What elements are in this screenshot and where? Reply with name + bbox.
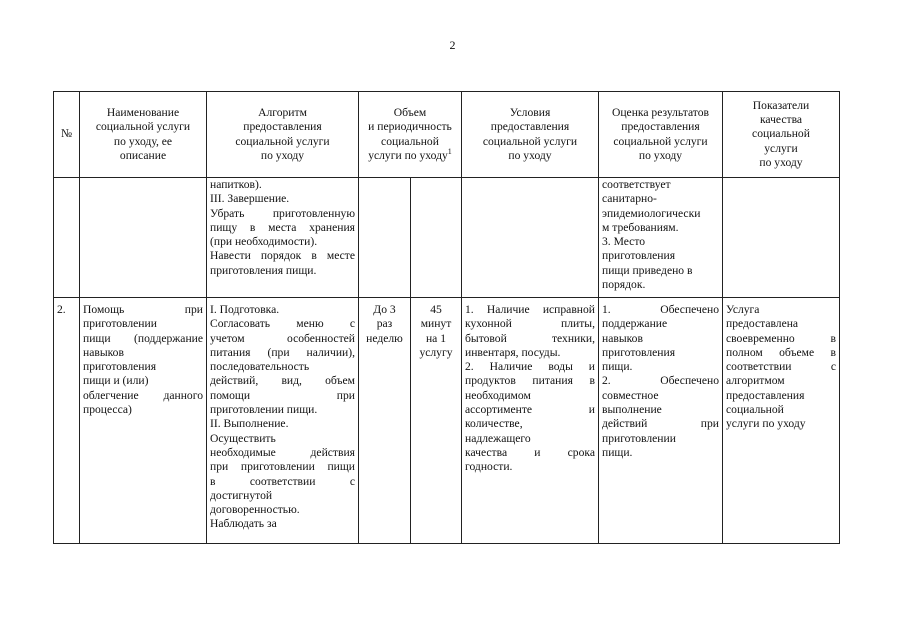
table-row <box>54 178 840 298</box>
text-line: Показатели <box>752 98 810 112</box>
text-line: процесса) <box>83 403 132 417</box>
table-row <box>54 298 840 544</box>
text-line: Навести порядок в месте <box>210 249 355 263</box>
text-line: предоставления <box>243 120 322 134</box>
text-line: алгоритмом <box>726 374 785 388</box>
cell-algorithm <box>207 178 359 298</box>
text-line: Оценка результатов <box>611 105 709 119</box>
text-line: Согласовать меню с <box>210 317 355 331</box>
text-line: неделю <box>366 331 403 345</box>
cell-conditions <box>462 178 599 298</box>
text-line: качества и срока <box>465 445 595 459</box>
text-line: достигнутой <box>210 488 273 502</box>
text-line: при приготовлении пищи <box>210 460 355 474</box>
text-line: пищи. <box>602 360 633 374</box>
cell-quality <box>723 298 840 544</box>
text-line: социальной услуги <box>613 134 708 148</box>
cell-no <box>54 178 80 298</box>
text-line: 2. Обеспечено <box>602 374 719 388</box>
text-line: приготовления <box>602 345 676 359</box>
text-line: пищи приведено в <box>602 263 693 277</box>
text-line: До 3 <box>373 303 396 316</box>
text-line: минут <box>420 317 452 331</box>
cell-duration <box>411 298 462 544</box>
cell-algorithm <box>207 298 359 544</box>
cell-evaluation <box>599 298 723 544</box>
text-line: социальной <box>752 127 810 141</box>
cell-conditions <box>462 298 599 544</box>
header-volume-line: услуги по уходу$^1$ <box>368 146 452 162</box>
text-line: предоставлена <box>726 317 799 331</box>
text-line: эпидемиологически <box>602 206 701 220</box>
text-line: Убрать приготовленную <box>210 206 355 220</box>
cell-evaluation <box>599 178 723 298</box>
text-line: услугу <box>419 345 453 359</box>
text-line: приготовлении пищи. <box>210 403 318 417</box>
cell-duration <box>411 178 462 298</box>
header-row <box>54 92 840 178</box>
text-line: порядок. <box>602 278 646 292</box>
text-line: предоставления <box>621 120 700 134</box>
text-line: в соответствии с <box>210 474 355 488</box>
text-line: Осуществить <box>210 431 276 445</box>
text-line: облегчение данного <box>83 388 203 402</box>
text-line: кухонной плиты, <box>465 317 595 331</box>
text-line: услуги <box>764 141 798 155</box>
text-line: приготовлении <box>83 317 157 331</box>
header-volume-line: социальной <box>381 134 439 148</box>
text-line: количестве, <box>465 417 523 431</box>
text-line: по уходу, ее <box>113 134 173 148</box>
text-line: описание <box>119 148 167 162</box>
text-line: ассортименте и <box>465 403 595 417</box>
text-line: надлежащего <box>465 431 531 445</box>
header-evaluation <box>599 92 723 178</box>
text-line: (при необходимости). <box>210 235 318 249</box>
text-line: социальной услуги <box>95 120 191 134</box>
text-line: приготовления <box>83 360 157 374</box>
text-line: 1. Наличие исправной <box>465 303 595 316</box>
text-line: 3. Место <box>602 235 646 249</box>
text-line: полном объеме в <box>726 345 836 359</box>
text-line: социальной услуги <box>482 134 578 148</box>
text-line: поддержание <box>602 317 668 331</box>
header-no: № <box>54 92 80 178</box>
text-line: пищи (поддержание <box>83 331 203 345</box>
text-line: предоставления <box>726 388 805 402</box>
header-volume-line: Объем <box>393 105 427 119</box>
text-line: навыков <box>83 345 124 359</box>
text-line: напитков). <box>210 178 262 191</box>
text-line: годности. <box>465 460 513 474</box>
text-line: соответствии с <box>726 360 836 374</box>
text-line: III. Завершение. <box>210 192 290 206</box>
text-line: приготовлении <box>602 431 676 445</box>
text-line: необходимые действия <box>210 445 355 459</box>
text-line: совместное <box>602 388 659 402</box>
text-line: пищи и (или) <box>83 374 149 388</box>
services-table <box>53 91 840 544</box>
text-line: по уходу <box>638 148 683 162</box>
header-name <box>80 92 207 178</box>
text-line: по уходу <box>759 155 803 169</box>
header-volume-line: и периодичность <box>368 120 452 134</box>
text-line: питания (при наличии), <box>210 345 355 359</box>
text-line: инвентаря, посуды. <box>465 345 561 359</box>
text-line: 1. Обеспечено <box>602 303 719 316</box>
text-line: навыков <box>602 331 643 345</box>
header-volume <box>359 92 462 178</box>
text-line: пищу в места хранения <box>210 220 355 234</box>
text-line: предоставления <box>490 120 570 134</box>
footnote-mark: 1 <box>447 146 452 156</box>
text-line: выполнение <box>602 403 662 417</box>
text-line: по уходу <box>508 148 552 162</box>
cell-no: 2. <box>54 298 80 544</box>
text-line: своевременно в <box>726 331 836 345</box>
text-line: по уходу <box>260 148 305 162</box>
text-line: соответствует <box>602 178 671 191</box>
text-line: помощи при <box>210 388 355 402</box>
text-line: Наблюдать за <box>210 517 277 531</box>
text-line: услуги по уходу <box>726 417 806 431</box>
text-line: санитарно- <box>602 192 657 206</box>
text-line: социальной <box>726 403 784 417</box>
cell-frequency <box>359 298 411 544</box>
text-line: II. Выполнение. <box>210 417 289 431</box>
text-line: Наименование <box>106 105 180 119</box>
text-line: приготовления пищи. <box>210 263 317 277</box>
text-line: действий при <box>602 417 719 431</box>
text-line: бытовой техники, <box>465 331 595 345</box>
page-number: 2 <box>449 38 456 52</box>
cell-name <box>80 178 207 298</box>
text-line: продуктов питания в <box>465 374 595 388</box>
text-line: Условия <box>509 105 551 119</box>
text-line: Услуга <box>726 303 760 316</box>
text-line: на 1 <box>425 331 447 345</box>
text-line: Алгоритм <box>258 105 307 119</box>
text-line: необходимом <box>465 388 531 402</box>
cell-name <box>80 298 207 544</box>
text-line: раз <box>376 317 393 331</box>
cell-quality <box>723 178 840 298</box>
text-line: учетом особенностей <box>210 331 355 345</box>
text-line: м требованиям. <box>602 220 679 234</box>
text-line: качества <box>759 113 803 127</box>
text-line: приготовления <box>602 249 676 263</box>
text-line: 2. Наличие воды и <box>465 360 595 374</box>
text-line: 45 <box>430 303 442 316</box>
cell-frequency <box>359 178 411 298</box>
text-line: социальной услуги <box>235 134 330 148</box>
text-line: действий, вид, объем <box>210 374 355 388</box>
text-line: пищи. <box>602 445 633 459</box>
text-line: договоренностью. <box>210 503 300 517</box>
header-quality <box>723 92 840 178</box>
text-line: I. Подготовка. <box>210 303 280 316</box>
text-line: последовательность <box>210 360 310 374</box>
header-algorithm <box>207 92 359 178</box>
text-line: Помощь при <box>83 303 203 316</box>
header-conditions <box>462 92 599 178</box>
